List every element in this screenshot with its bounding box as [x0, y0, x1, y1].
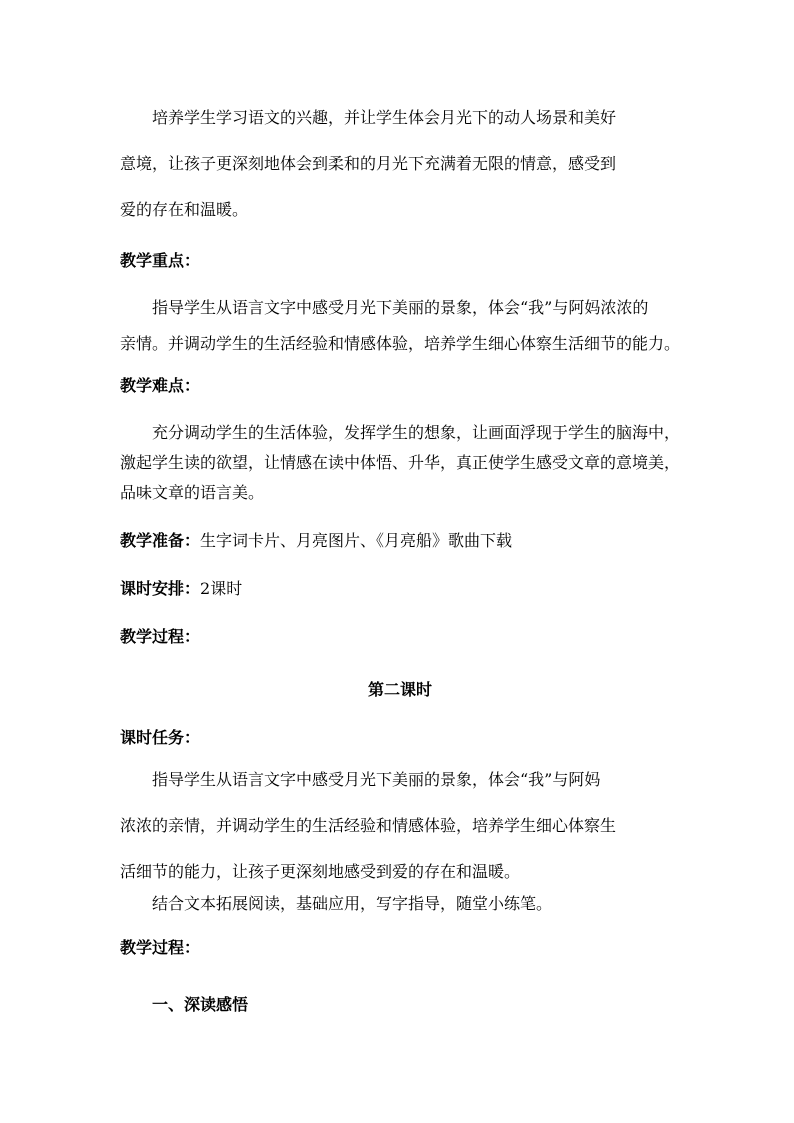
task-line: 活细节的能力，让孩子更深刻地感受到爱的存在和温暖。: [120, 862, 521, 881]
difficulties-paragraph: [120, 418, 680, 508]
task-line: 浓浓的亲情，并调动学生的生活经验和情感体验，培养学生细心体察生: [120, 816, 617, 835]
difficulties-line: 品味文章的语言美。: [120, 483, 265, 502]
process-heading: 教学过程：: [120, 627, 201, 646]
task-line: 指导学生从语言文字中感受月光下美丽的景象，体会“我”与阿妈: [152, 770, 601, 789]
schedule-row: [120, 576, 680, 599]
difficulties-line: 激起学生读的欲望，让情感在读中体悟、升华，真正使学生感受文章的意境美，: [120, 453, 681, 472]
intro-line: 爱的存在和温暖。: [120, 200, 249, 219]
task-extra-paragraph: 结合文本拓展阅读，基础应用，写字指导，随堂小练笔。: [152, 894, 553, 913]
preparation-label: 教学准备：: [120, 531, 201, 550]
preparation-row: [120, 528, 680, 551]
intro-paragraph: [120, 95, 680, 233]
task-heading: 课时任务：: [120, 728, 201, 747]
key-points-heading: 教学重点：: [120, 251, 201, 270]
intro-line: 培养学生学习语文的兴趣，并让学生体会月光下的动人场景和美好: [152, 108, 617, 127]
key-points-line: 指导学生从语言文字中感受月光下美丽的景象，体会“我”与阿妈浓浓的: [152, 298, 649, 317]
schedule-label: 课时安排：: [120, 579, 201, 598]
lesson-title: 第二课时: [367, 680, 432, 699]
key-points-paragraph: [120, 290, 680, 362]
process-heading-second: 教学过程：: [120, 938, 201, 957]
preparation-text: 生字词卡片、月亮图片、《月亮船》歌曲下载: [200, 531, 513, 550]
key-points-line: 亲情。并调动学生的生活经验和情感体验，培养学生细心体察生活细节的能力。: [120, 334, 681, 353]
section-heading: 一、深读感悟: [152, 995, 249, 1014]
task-paragraph: [120, 757, 680, 895]
difficulties-line: 充分调动学生的生活体验，发挥学生的想象，让画面浮现于学生的脑海中，: [152, 423, 681, 442]
difficulties-heading: 教学难点：: [120, 376, 201, 395]
schedule-text: 2课时: [200, 579, 243, 598]
intro-line: 意境，让孩子更深刻地体会到柔和的月光下充满着无限的情意，感受到: [120, 154, 617, 173]
